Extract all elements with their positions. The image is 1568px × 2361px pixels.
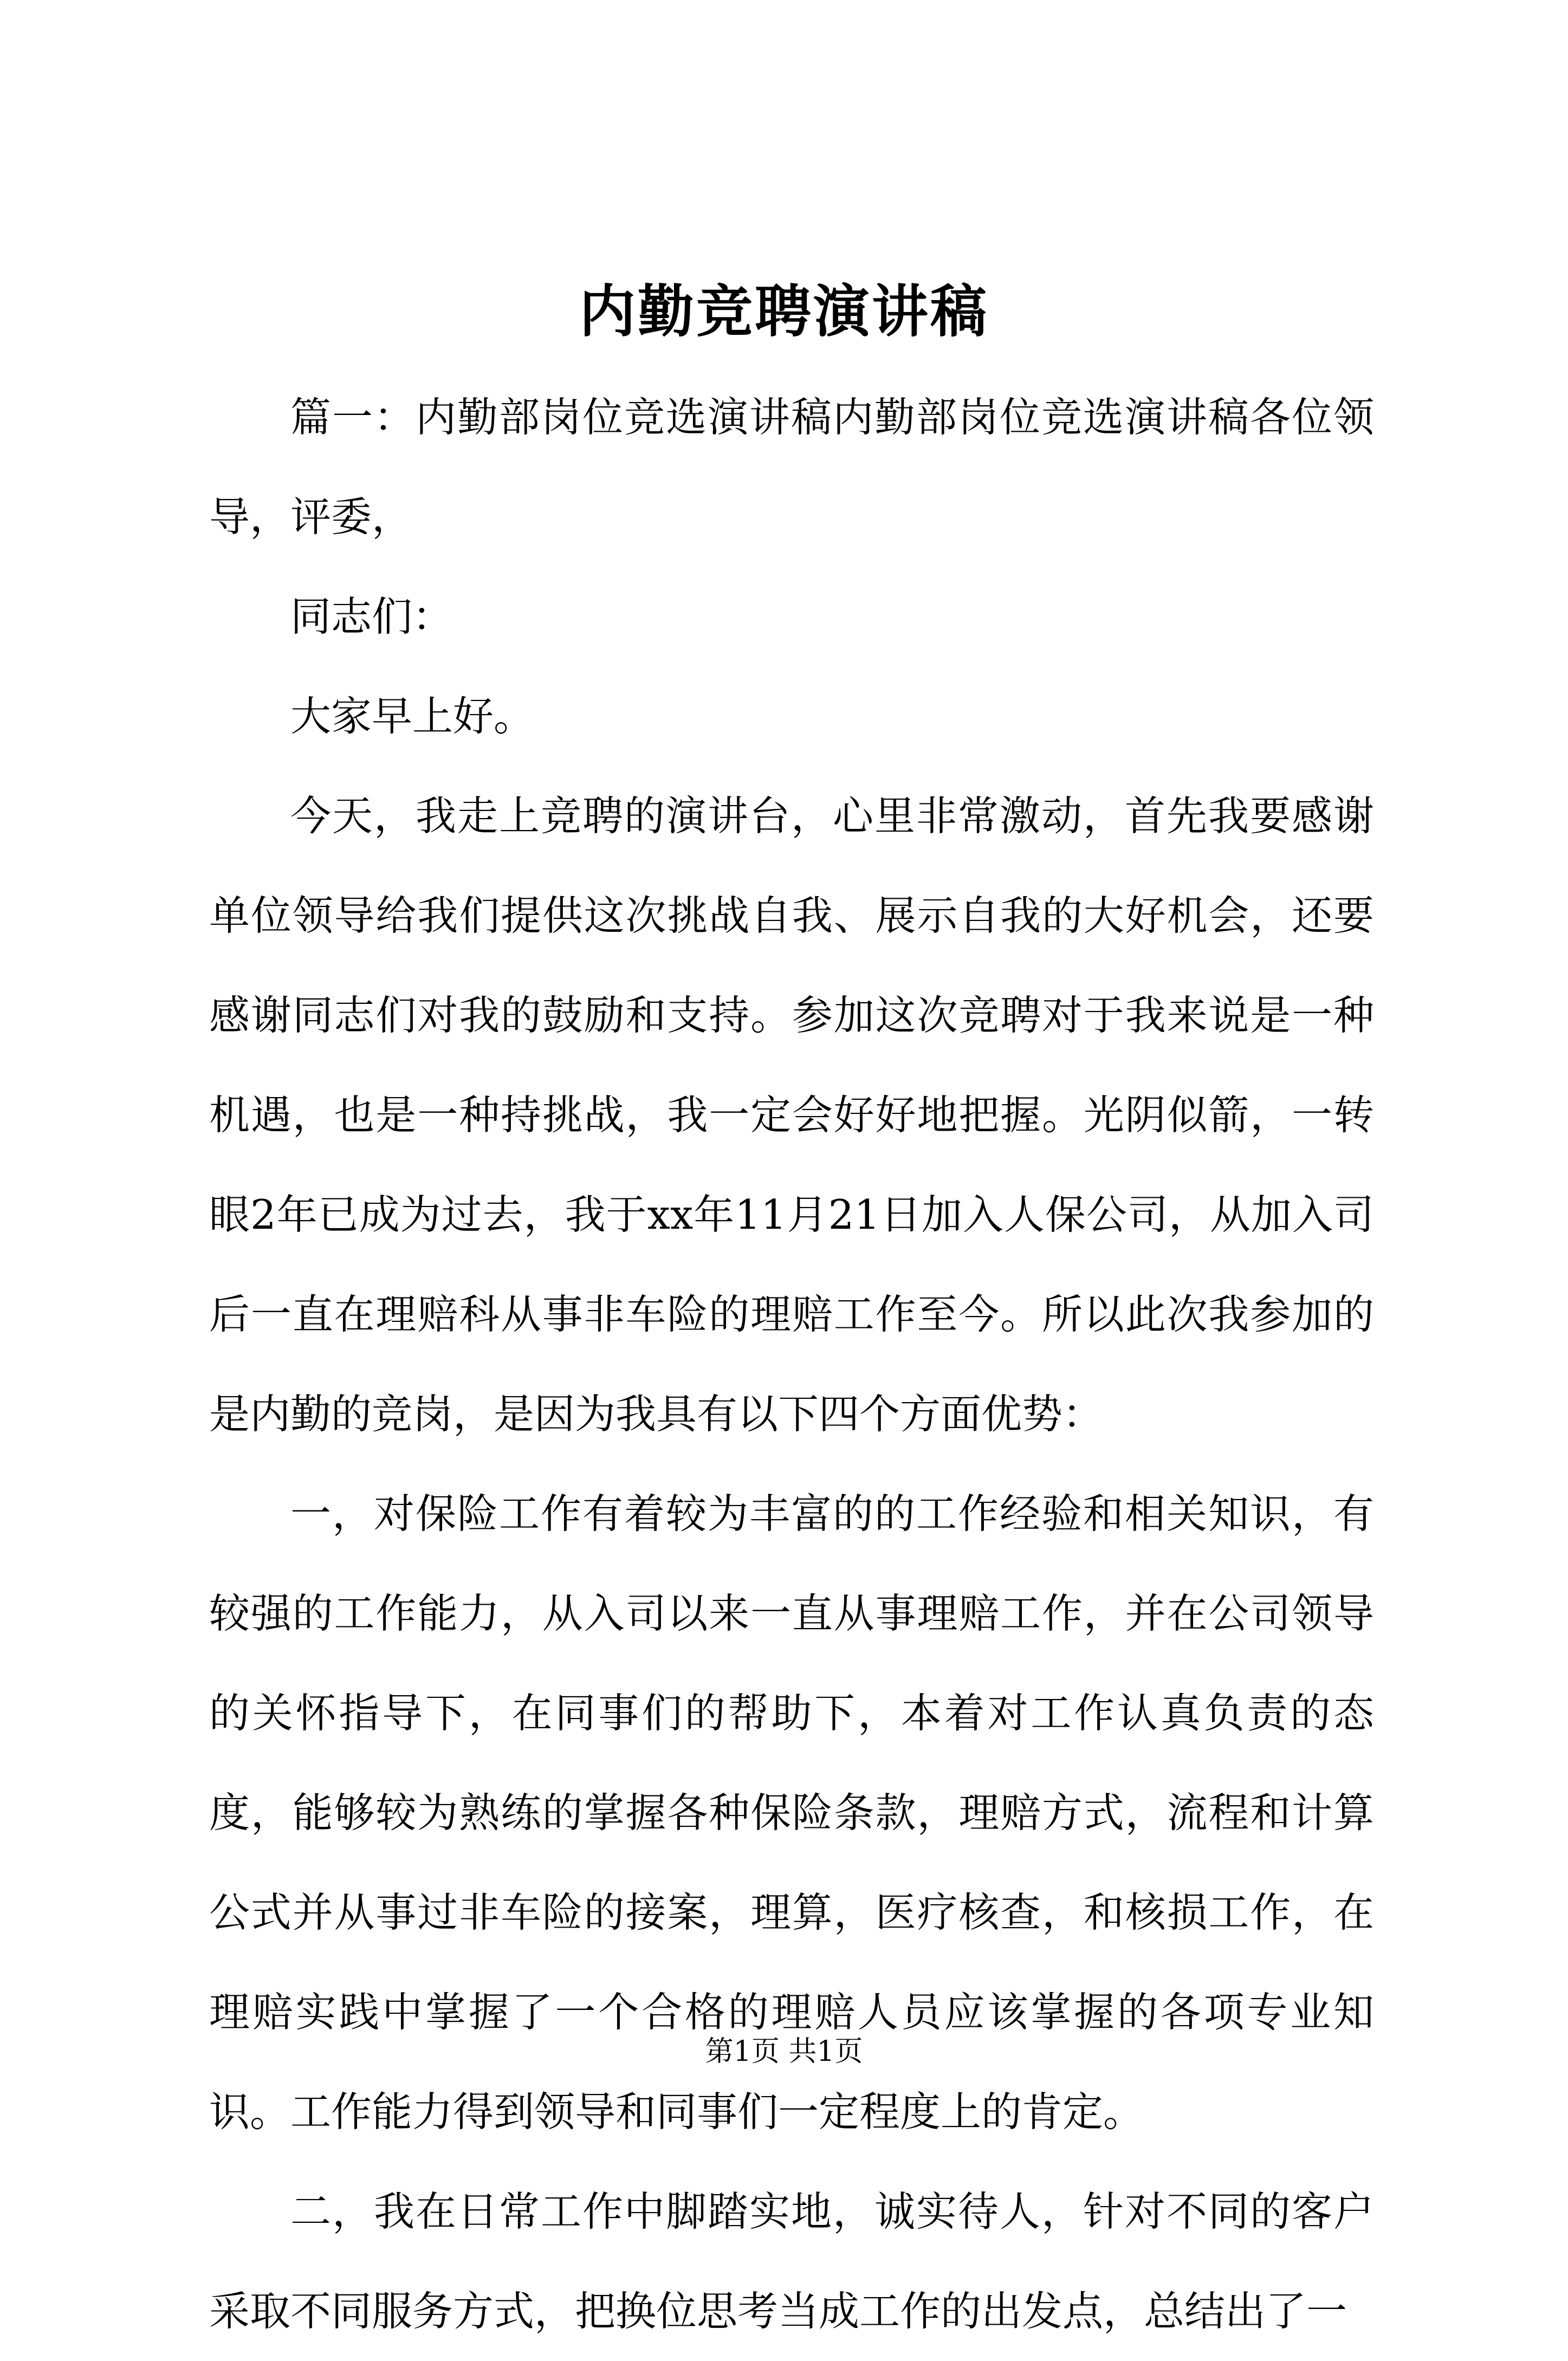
paragraph-point-one: 一，对保险工作有着较为丰富的的工作经验和相关知识，有较强的工作能力，从入司以来一直从事理赔工作，并在公司领导的关怀指导下，在同事们的帮助下，本着对工作认真负责的态度，能够较为熟练的掌握各种保险条款，理赔方式，流程和计算公式并从事过非车险的接案，理算，医疗核查，和核损工作，在理赔实践中掌握了一个合格的理赔人员应该掌握的各项专业知识。工作能力得到领导和同事们一定程度上的肯定。	[209, 1490, 1374, 2136]
document-title: 内勤竞聘演讲稿	[579, 278, 989, 345]
paragraph-point-two: 二，我在日常工作中脚踏实地，诚实待人，针对不同的客户采取不同服务方式，把换位思考当成工作的出发点，总结出了一	[209, 2188, 1374, 2335]
page-footer: 第1页 共1页	[705, 2035, 863, 2068]
paragraph-salutation: 篇一：内勤部岗位竞选演讲稿内勤部岗位竞选演讲稿各位领导，评委，	[209, 393, 1374, 541]
paragraph-intro: 今天，我走上竞聘的演讲台，心里非常激动，首先我要感谢单位领导给我们提供这次挑战自我、展示自我的大好机会，还要感谢同志们对我的鼓励和支持。参加这次竞聘对于我来说是一种机遇，也是一种持挑战，我一定会好好地把握。光阴似箭，一转眼2年已成为过去，我于xx年11月21日加入人保公司，从加入司后一直在理赔科从事非车险的理赔工作至今。所以此次我参加的是内勤的竞岗，是因为我具有以下四个方面优势：	[209, 792, 1374, 1438]
paragraph-greeting: 大家早上好。	[290, 692, 535, 740]
paragraph-comrades: 同志们：	[290, 593, 453, 640]
